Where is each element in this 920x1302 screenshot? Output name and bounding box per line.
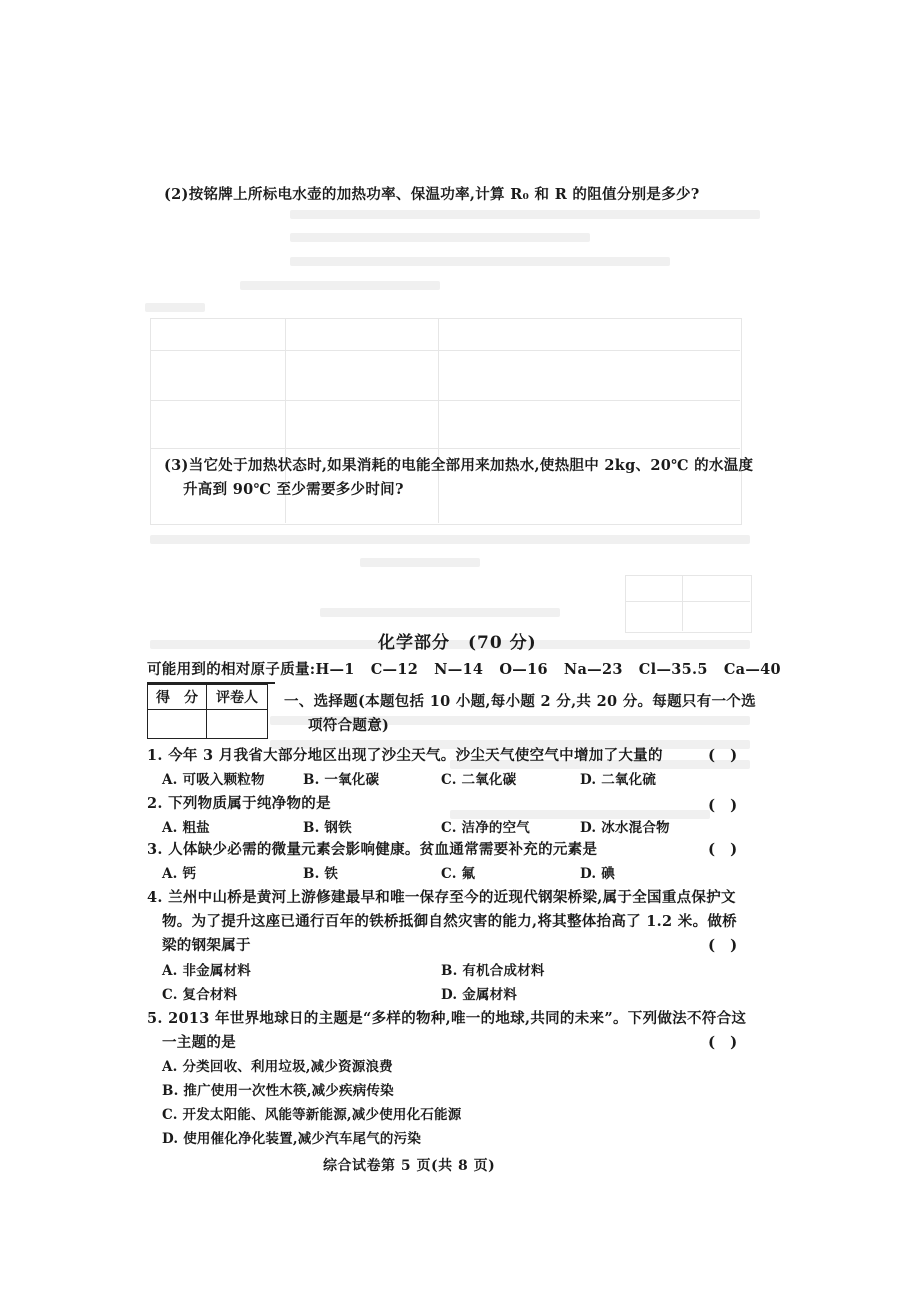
atomic-mass-item: O—16 [499,661,548,678]
question-2-option-a: A. 粗盐 [162,820,210,836]
question-5-option-d: D. 使用催化净化装置,减少汽车尾气的污染 [162,1131,422,1147]
question-4-option-d: D. 金属材料 [441,987,518,1003]
question-1-option-c: C. 二氧化碳 [441,772,517,788]
question-4-option-a: A. 非金属材料 [162,963,251,979]
question-5-option-b: B. 推广使用一次性木筷,减少疾病传染 [162,1083,394,1099]
atomic-masses-label: 可能用到的相对原子质量: [147,661,316,678]
question-5-option-a: A. 分类回收、利用垃圾,减少资源浪费 [162,1059,393,1075]
score-table [147,684,268,739]
atomic-mass-item: Na—23 [563,661,623,678]
physics-question-3-line1: (3)当它处于加热状态时,如果消耗的电能全部用来加热水,使热胆中 2kg、20℃ 的水温度 [164,457,754,474]
page-footer: 综合试卷第 5 页(共 8 页) [323,1158,496,1174]
atomic-mass-item: Cl—35.5 [638,661,708,678]
question-1-answer-blank: ( ) [708,746,738,764]
score-header: 得 分 [148,685,207,710]
question-4-option-c: C. 复合材料 [162,987,238,1003]
question-2-stem: 2. 下列物质属于纯净物的是 [147,795,331,812]
question-1-option-a: A. 可吸入颗粒物 [162,772,265,788]
question-3-option-c: C. 氟 [441,866,476,882]
question-2-option-d: D. 冰水混合物 [580,820,670,836]
section1-instruction-line1: 一、选择题(本题包括 10 小题,每小题 2 分,共 20 分。每题只有一个选 [284,693,756,710]
grader-header: 评卷人 [207,685,268,710]
physics-question-2: (2)按铭牌上所标电水壶的加热功率、保温功率,计算 R₀ 和 R 的阻值分别是多少? [164,186,700,203]
section1-instruction-line2: 项符合题意) [308,717,390,734]
atomic-mass-item: Ca—40 [723,661,781,678]
atomic-mass-item: C—12 [370,661,419,678]
question-2-option-c: C. 洁净的空气 [441,820,531,836]
grader-cell [207,710,268,739]
question-4-answer-blank: ( ) [708,936,738,954]
atomic-mass-item: N—14 [434,661,484,678]
question-3-option-d: D. 碘 [580,866,615,882]
question-5-option-c: C. 开发太阳能、风能等新能源,减少使用化石能源 [162,1107,462,1123]
question-3-option-b: B. 铁 [303,866,339,882]
chemistry-section-title: 化学部分 (70 分) [378,633,537,653]
question-4-option-b: B. 有机合成材料 [441,963,545,979]
question-2-answer-blank: ( ) [708,796,738,814]
score-cell [148,710,207,739]
question-4-stem-line2: 物。为了提升这座已通行百年的铁桥抵御自然灾害的能力,将其整体抬高了 1.2 米。做桥 [162,913,737,930]
question-3-option-a: A. 钙 [162,866,197,882]
question-5-answer-blank: ( ) [708,1033,738,1051]
question-1-option-b: B. 一氧化碳 [303,772,380,788]
question-3-answer-blank: ( ) [708,840,738,858]
question-1-stem: 1. 今年 3 月我省大部分地区出现了沙尘天气。沙尘天气使空气中增加了大量的 [147,747,663,764]
question-2-option-b: B. 钢铁 [303,820,352,836]
physics-question-3-line2: 升高到 90℃ 至少需要多少时间? [183,481,404,498]
question-1-option-d: D. 二氧化硫 [580,772,657,788]
question-3-stem: 3. 人体缺少必需的微量元素会影响健康。贫血通常需要补充的元素是 [147,841,598,858]
question-4-stem-line1: 4. 兰州中山桥是黄河上游修建最早和唯一保存至今的近现代钢架桥梁,属于全国重点保护文 [147,889,736,906]
atomic-masses-line [147,658,781,679]
atomic-mass-item: H—1 [315,661,355,678]
question-5-stem-line2: 一主题的是 [162,1034,236,1051]
question-4-stem-line3: 梁的钢架属于 [162,937,251,954]
question-5-stem-line1: 5. 2013 年世界地球日的主题是“多样的物种,唯一的地球,共同的未来”。下列做法不符合这 [147,1010,747,1027]
